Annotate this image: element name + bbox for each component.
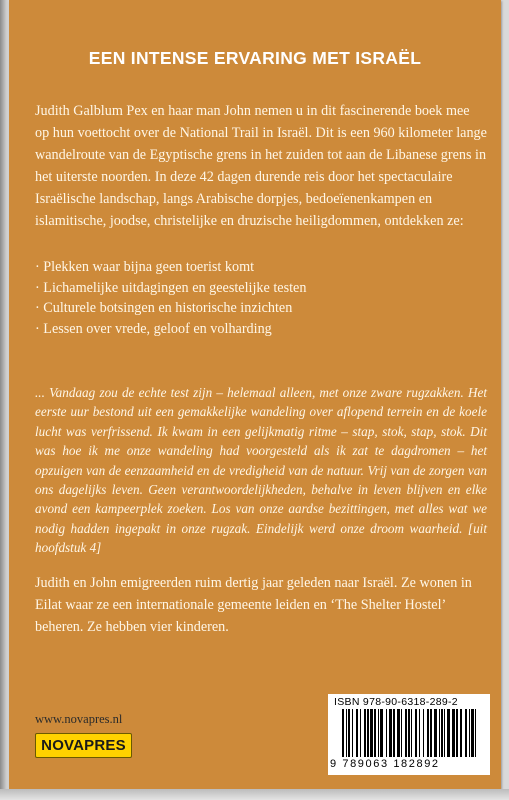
page-bottom-shadow	[0, 789, 509, 800]
list-item: · Plekken waar bijna geen toerist komt	[35, 257, 487, 278]
publisher-logo	[35, 733, 132, 758]
isbn-label: ISBN 978-90-6318-289-2	[334, 696, 458, 708]
list-item: · Lichamelijke uitdagingen en geestelijke testen	[35, 278, 487, 299]
highlights-list	[35, 257, 487, 339]
list-item: · Culturele botsingen en historische inzichten	[35, 298, 487, 319]
excerpt-quote: ... Vandaag zou de echte test zijn – helemaal alleen, met onze zware rugzakken. Het eerste uur bestond uit een gemakkelijke wandeling over aflopend terrein en de koele lucht was verfrissend. Ik kwam in een gelijkmatig ritme – stap, stok, stap, stok. Dit was hoe ik me onze wandeling had voorgesteld als ik zat te dagdromen – het opzuigen van de eenzaamheid en de vredigheid van de natuur. Vrij van de zorgen van ons dagelijks leven. Geen verantwoordelijkheden, behalve in leven blijven en elke avond een kampeerplek zoeken. Los van onze aardse bezittingen, met alles wat we nodig hadden ingepakt in onze rugzak. Eindelijk werd onze droom waarheid. [uit hoofdstuk 4]	[35, 385, 487, 556]
barcode-icon	[342, 709, 482, 757]
intro-paragraph: Judith Galblum Pex en haar man John nemen u in dit fascinerende boek mee op hun voettocht over de National Trail in Israël. Dit is een 960 kilometer lange wandelroute van de Egyptische grens in het zuiden tot aan de Libanese grens in het uiterste noorden. In deze 42 dagen durende reis door het spectaculaire Israëlische landschap, langs Arabische dorpjes, bedoeïenenkampen en islamitische, joodse, christelijke en druzische heiligdommen, ontdekken ze:	[35, 103, 487, 229]
list-item: · Lessen over vrede, geloof en volharding	[35, 319, 487, 340]
cover-title: EEN INTENSE ERVARING MET ISRAËL	[88, 48, 422, 68]
publisher-url[interactable]: www.novapres.nl	[35, 712, 123, 726]
publisher-logo-text: NOVAPRES	[41, 737, 126, 754]
isbn-barcode-box	[328, 694, 490, 775]
author-bio: Judith en John emigreerden ruim dertig jaar geleden naar Israël. Ze wonen in Eilat waar ze een internationale gemeente leiden en ‘The Shelter Hostel’ beheren. Ze hebben vier kinderen.	[35, 575, 472, 635]
book-back-cover	[9, 0, 501, 789]
barcode-digits: 9 789063 182892	[330, 758, 440, 770]
